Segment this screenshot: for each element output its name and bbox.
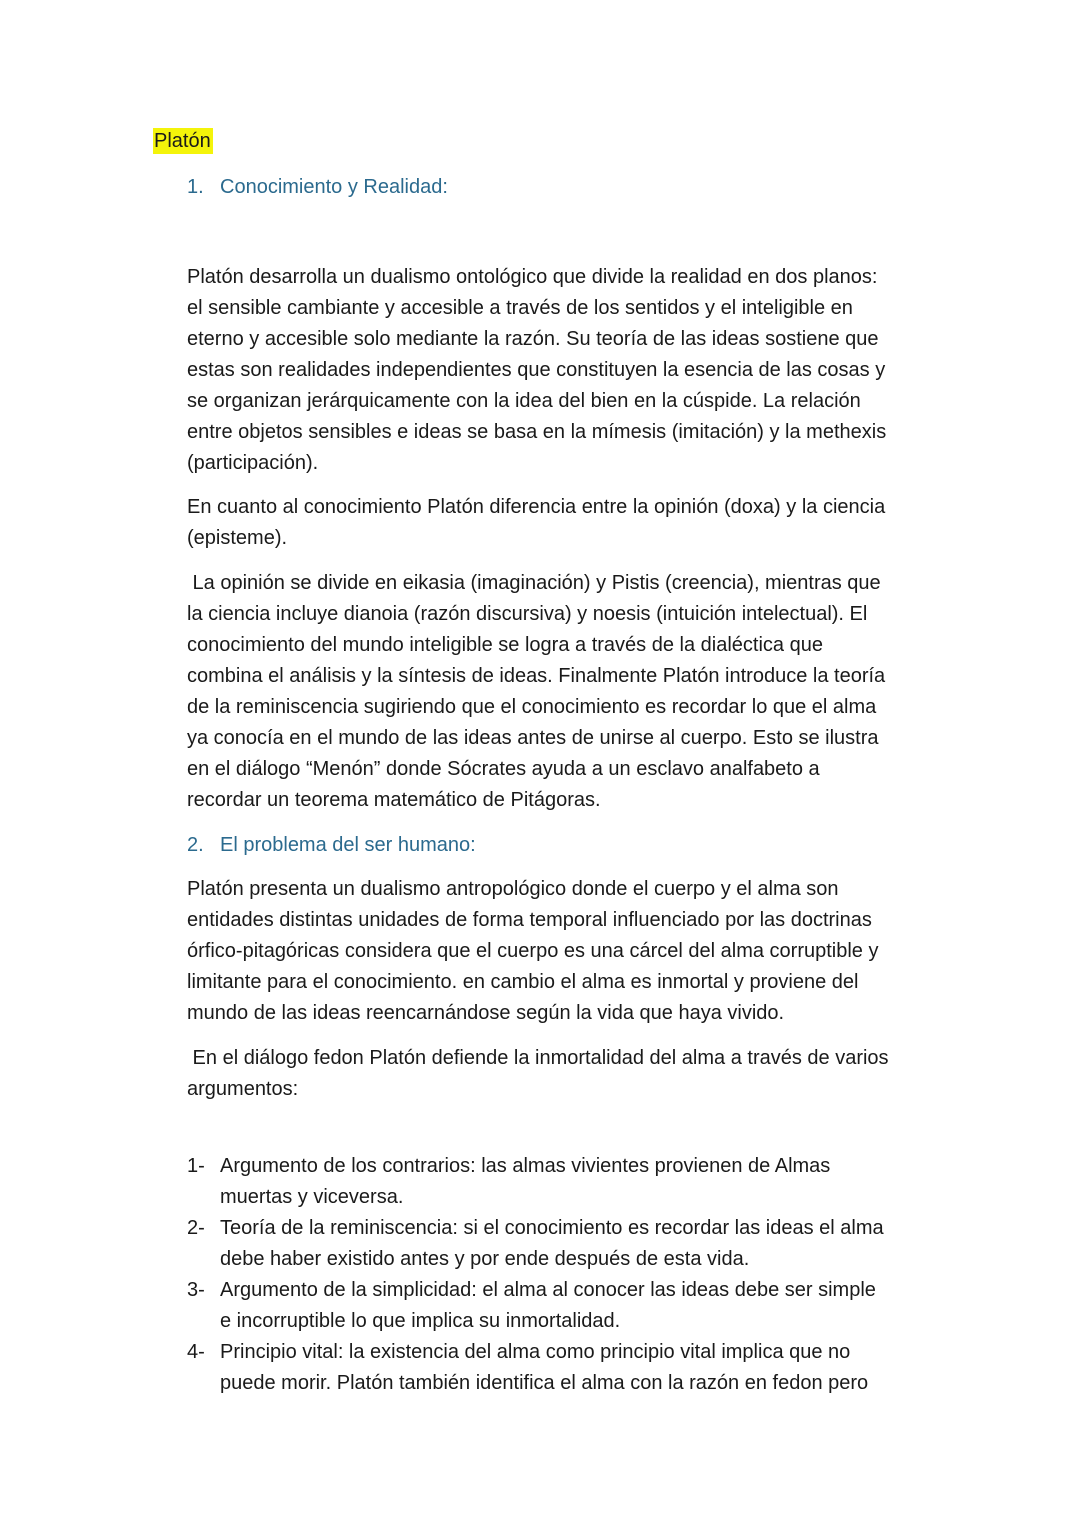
- text-line: entidades distintas unidades de forma temporal influenciado por las doctrinas: [187, 909, 872, 931]
- section-number: 1.: [187, 176, 204, 198]
- text-line: combina el análisis y la síntesis de ideas. Finalmente Platón introduce la teoría: [187, 665, 886, 687]
- text-line: En el diálogo fedon Platón defiende la inmortalidad del alma a través de varios: [187, 1047, 889, 1069]
- text-line: Platón desarrolla un dualismo ontológico que divide la realidad en dos planos:: [187, 266, 878, 288]
- text-line: conocimiento del mundo inteligible se logra a través de la dialéctica que: [187, 634, 823, 656]
- text-line: ya conocía en el mundo de las ideas antes de unirse al cuerpo. Esto se ilustra: [187, 727, 879, 749]
- text-line: mundo de las ideas reencarnándose según la vida que haya vivido.: [187, 1002, 785, 1024]
- paragraph-dualismo-antropologico: [187, 874, 927, 1029]
- list-marker: 2-: [187, 1217, 205, 1239]
- text-line: (participación).: [187, 452, 319, 474]
- text-line: la ciencia incluye dianoia (razón discursiva) y noesis (intuición intelectual). El: [187, 603, 868, 625]
- text-line: debe haber existido antes y por ende después de esta vida.: [220, 1248, 750, 1270]
- text-line: En cuanto al conocimiento Platón diferencia entre la opinión (doxa) y la ciencia: [187, 496, 886, 518]
- text-line: se organizan jerárquicamente con la idea del bien en la cúspide. La relación: [187, 390, 861, 412]
- text-line: muertas y viceversa.: [220, 1186, 404, 1208]
- text-line: recordar un teorema matemático de Pitágoras.: [187, 789, 601, 811]
- text-line: e incorruptible lo que implica su inmortalidad.: [220, 1310, 621, 1332]
- list-marker: 1-: [187, 1155, 205, 1177]
- list-item: [187, 1213, 927, 1275]
- section-heading-2: [187, 832, 476, 858]
- document-title: Platón: [154, 130, 211, 152]
- text-line: entre objetos sensibles e ideas se basa en la mímesis (imitación) y la methexis: [187, 421, 887, 443]
- list-item: [187, 1337, 927, 1399]
- section-heading-1: [187, 174, 448, 200]
- text-line: La opinión se divide en eikasia (imaginación) y Pistis (creencia), mientras que: [187, 572, 881, 594]
- text-line: limitante para el conocimiento. en cambio el alma es inmortal y proviene del: [187, 971, 859, 993]
- list-marker: 4-: [187, 1341, 205, 1363]
- paragraph-dualismo-ontologico: [187, 262, 927, 479]
- text-line: estas son realidades independientes que constituyen la esencia de las cosas y: [187, 359, 886, 381]
- text-line: (episteme).: [187, 527, 288, 549]
- section-number: 2.: [187, 834, 204, 856]
- list-item: [187, 1151, 927, 1213]
- section-heading-text: El problema del ser humano:: [220, 834, 476, 856]
- arguments-list: [187, 1151, 927, 1399]
- paragraph-conocimiento: [187, 492, 927, 554]
- text-line: órfico-pitagóricas considera que el cuerpo es una cárcel del alma corruptible y: [187, 940, 879, 962]
- text-line: Argumento de los contrarios: las almas vivientes provienen de Almas: [220, 1155, 831, 1177]
- list-item: [187, 1275, 927, 1337]
- text-line: el sensible cambiante y accesible a través de los sentidos y el inteligible en: [187, 297, 853, 319]
- text-line: de la reminiscencia sugiriendo que el conocimiento es recordar lo que el alma: [187, 696, 877, 718]
- text-line: eterno y accesible solo mediante la razón. Su teoría de las ideas sostiene que: [187, 328, 879, 350]
- text-line: Platón presenta un dualismo antropológico donde el cuerpo y el alma son: [187, 878, 839, 900]
- text-line: argumentos:: [187, 1078, 299, 1100]
- text-line: puede morir. Platón también identifica el alma con la razón en fedon pero: [220, 1372, 869, 1394]
- text-line: Argumento de la simplicidad: el alma al conocer las ideas debe ser simple: [220, 1279, 876, 1301]
- text-line: en el diálogo “Menón” donde Sócrates ayuda a un esclavo analfabeto a: [187, 758, 820, 780]
- list-marker: 3-: [187, 1279, 205, 1301]
- paragraph-opinion-ciencia: [187, 568, 927, 816]
- text-line: Principio vital: la existencia del alma como principio vital implica que no: [220, 1341, 851, 1363]
- text-line: Teoría de la reminiscencia: si el conocimiento es recordar las ideas el alma: [220, 1217, 884, 1239]
- paragraph-fedon: [187, 1043, 927, 1105]
- section-heading-text: Conocimiento y Realidad:: [220, 176, 448, 198]
